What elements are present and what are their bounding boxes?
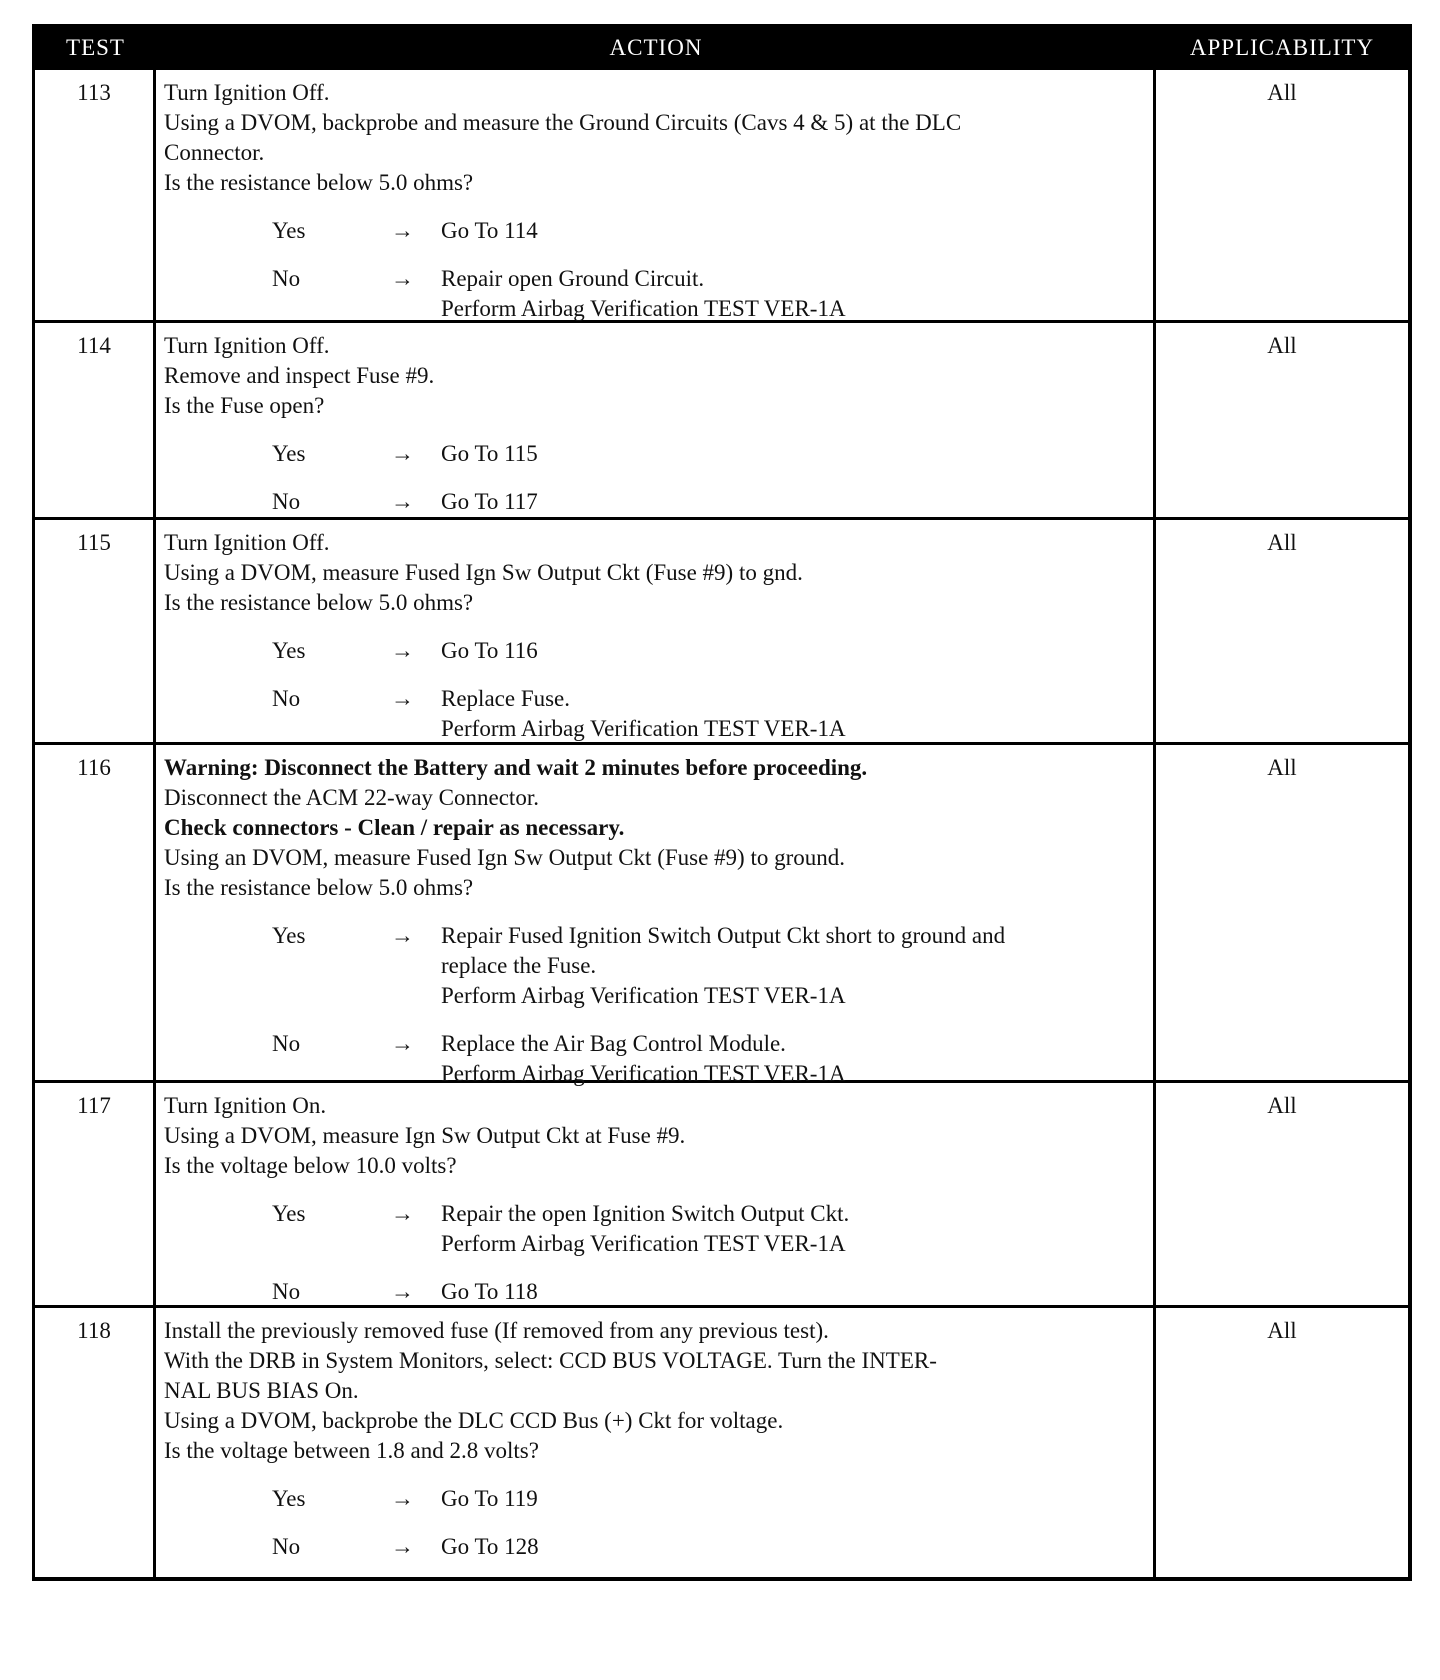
- result-line: Go To 114: [441, 218, 538, 243]
- result-line: Go To 117: [441, 489, 538, 514]
- test-number: 113: [35, 70, 156, 338]
- applicability-cell: All: [1267, 530, 1297, 555]
- table-row: [35, 67, 1408, 320]
- no-label: No: [272, 1534, 301, 1559]
- result-line: Go To 128: [441, 1534, 539, 1559]
- yes-result: [441, 216, 1147, 246]
- diagnostic-test-table: [32, 24, 1412, 1581]
- arrow-icon: →: [391, 489, 414, 514]
- header-test: TEST: [66, 35, 125, 60]
- yes-result: [441, 1484, 1147, 1514]
- branch-yes: [164, 439, 1147, 469]
- table-row: [35, 517, 1408, 742]
- result-line: Replace Fuse.: [441, 686, 571, 711]
- result-line: Repair open Ground Circuit.: [441, 266, 705, 291]
- result-line: Perform Airbag Verification TEST VER-1A: [441, 983, 846, 1008]
- result-line: Replace the Air Bag Control Module.: [441, 1031, 786, 1056]
- action-line: With the DRB in System Monitors, select: CCD BUS VOLTAGE. Turn the INTER-: [164, 1348, 937, 1373]
- table-header: [35, 27, 1408, 67]
- table-row: [35, 1305, 1408, 1577]
- caution-line: Check connectors - Clean / repair as necessary.: [164, 815, 625, 840]
- arrow-icon: →: [391, 1031, 414, 1056]
- arrow-icon: →: [391, 1534, 414, 1559]
- yes-label: Yes: [272, 1486, 306, 1511]
- applicability-cell: All: [1267, 1093, 1297, 1118]
- action-cell: [156, 745, 1156, 1103]
- action-cell: [156, 323, 1156, 531]
- table-row: [35, 1080, 1408, 1305]
- result-line: Repair Fused Ignition Switch Output Ckt short to ground and: [441, 923, 1006, 948]
- arrow-icon: →: [391, 1486, 414, 1511]
- arrow-icon: →: [391, 218, 414, 243]
- applicability-cell: All: [1267, 755, 1297, 780]
- branch-no: [164, 1029, 1147, 1089]
- applicability-cell: All: [1267, 333, 1297, 358]
- result-line: Repair the open Ignition Switch Output Ckt.: [441, 1201, 850, 1226]
- action-line: Disconnect the ACM 22-way Connector.: [164, 785, 539, 810]
- branch-no: [164, 684, 1147, 744]
- result-line: Go To 116: [441, 638, 538, 663]
- result-line: Go To 118: [441, 1279, 538, 1304]
- arrow-icon: →: [391, 266, 414, 291]
- header-action: ACTION: [609, 35, 703, 60]
- table-row: [35, 742, 1408, 1086]
- no-result: [441, 487, 1147, 517]
- arrow-icon: →: [391, 1201, 414, 1226]
- test-number: 117: [35, 1083, 156, 1321]
- action-line: Is the resistance below 5.0 ohms?: [164, 170, 474, 195]
- action-line: Using a DVOM, measure Ign Sw Output Ckt at Fuse #9.: [164, 1123, 686, 1148]
- action-cell: [156, 70, 1156, 338]
- arrow-icon: →: [391, 923, 414, 948]
- action-line: Is the voltage between 1.8 and 2.8 volts?: [164, 1438, 539, 1463]
- action-line: Is the Fuse open?: [164, 393, 325, 418]
- yes-result: [441, 1199, 1147, 1259]
- no-label: No: [272, 1031, 301, 1056]
- action-line: Turn Ignition On.: [164, 1093, 327, 1118]
- header-applicability: APPLICABILITY: [1189, 35, 1375, 60]
- action-line: Turn Ignition Off.: [164, 80, 330, 105]
- yes-label: Yes: [272, 218, 306, 243]
- yes-label: Yes: [272, 923, 306, 948]
- yes-label: Yes: [272, 441, 306, 466]
- action-cell: [156, 1083, 1156, 1321]
- action-cell: [156, 520, 1156, 758]
- action-line: Remove and inspect Fuse #9.: [164, 363, 435, 388]
- yes-label: Yes: [272, 1201, 306, 1226]
- branch-yes: [164, 1199, 1147, 1259]
- arrow-icon: →: [391, 686, 414, 711]
- branch-yes: [164, 1484, 1147, 1514]
- yes-result: [441, 439, 1147, 469]
- no-label: No: [272, 266, 301, 291]
- arrow-icon: →: [391, 441, 414, 466]
- branch-no: [164, 1277, 1147, 1307]
- action-line: Using a DVOM, backprobe the DLC CCD Bus (+) Ckt for voltage.: [164, 1408, 784, 1433]
- result-line: Perform Airbag Verification TEST VER-1A: [441, 1061, 846, 1086]
- applicability-cell: All: [1267, 1318, 1297, 1343]
- no-result: [441, 1532, 1147, 1562]
- yes-label: Yes: [272, 638, 306, 663]
- action-line: NAL BUS BIAS On.: [164, 1378, 359, 1403]
- result-line: Go To 115: [441, 441, 538, 466]
- table-row: [35, 320, 1408, 517]
- result-line: Perform Airbag Verification TEST VER-1A: [441, 716, 846, 741]
- action-line: Turn Ignition Off.: [164, 530, 330, 555]
- no-result: [441, 1277, 1147, 1307]
- action-line: Using a DVOM, measure Fused Ign Sw Output Ckt (Fuse #9) to gnd.: [164, 560, 803, 585]
- branch-yes: [164, 921, 1147, 1011]
- branch-no: [164, 487, 1147, 517]
- action-line: Using an DVOM, measure Fused Ign Sw Output Ckt (Fuse #9) to ground.: [164, 845, 846, 870]
- warning-line: Warning: Disconnect the Battery and wait 2 minutes before proceeding.: [164, 755, 868, 780]
- result-line: Go To 119: [441, 1486, 538, 1511]
- no-result: [441, 264, 1147, 324]
- yes-result: [441, 636, 1147, 666]
- no-label: No: [272, 489, 301, 514]
- branch-no: [164, 264, 1147, 324]
- action-line: Connector.: [164, 140, 265, 165]
- action-line: Is the resistance below 5.0 ohms?: [164, 875, 474, 900]
- branch-yes: [164, 216, 1147, 246]
- branch-yes: [164, 636, 1147, 666]
- action-line: Is the voltage below 10.0 volts?: [164, 1153, 457, 1178]
- no-result: [441, 684, 1147, 744]
- arrow-icon: →: [391, 638, 414, 663]
- no-label: No: [272, 1279, 301, 1304]
- applicability-cell: All: [1267, 80, 1297, 105]
- test-number: 114: [35, 323, 156, 531]
- action-line: Install the previously removed fuse (If removed from any previous test).: [164, 1318, 829, 1343]
- arrow-icon: →: [391, 1279, 414, 1304]
- test-number: 116: [35, 745, 156, 1103]
- action-line: Using a DVOM, backprobe and measure the Ground Circuits (Cavs 4 & 5) at the DLC: [164, 110, 962, 135]
- no-label: No: [272, 686, 301, 711]
- test-number: 118: [35, 1308, 156, 1577]
- action-line: Is the resistance below 5.0 ohms?: [164, 590, 474, 615]
- no-result: [441, 1029, 1147, 1089]
- yes-result: [441, 921, 1147, 1011]
- action-cell: [156, 1308, 1156, 1577]
- result-line: replace the Fuse.: [441, 953, 597, 978]
- result-line: Perform Airbag Verification TEST VER-1A: [441, 1231, 846, 1256]
- branch-no: [164, 1532, 1147, 1562]
- result-line: Perform Airbag Verification TEST VER-1A: [441, 296, 846, 321]
- action-line: Turn Ignition Off.: [164, 333, 330, 358]
- test-number: 115: [35, 520, 156, 758]
